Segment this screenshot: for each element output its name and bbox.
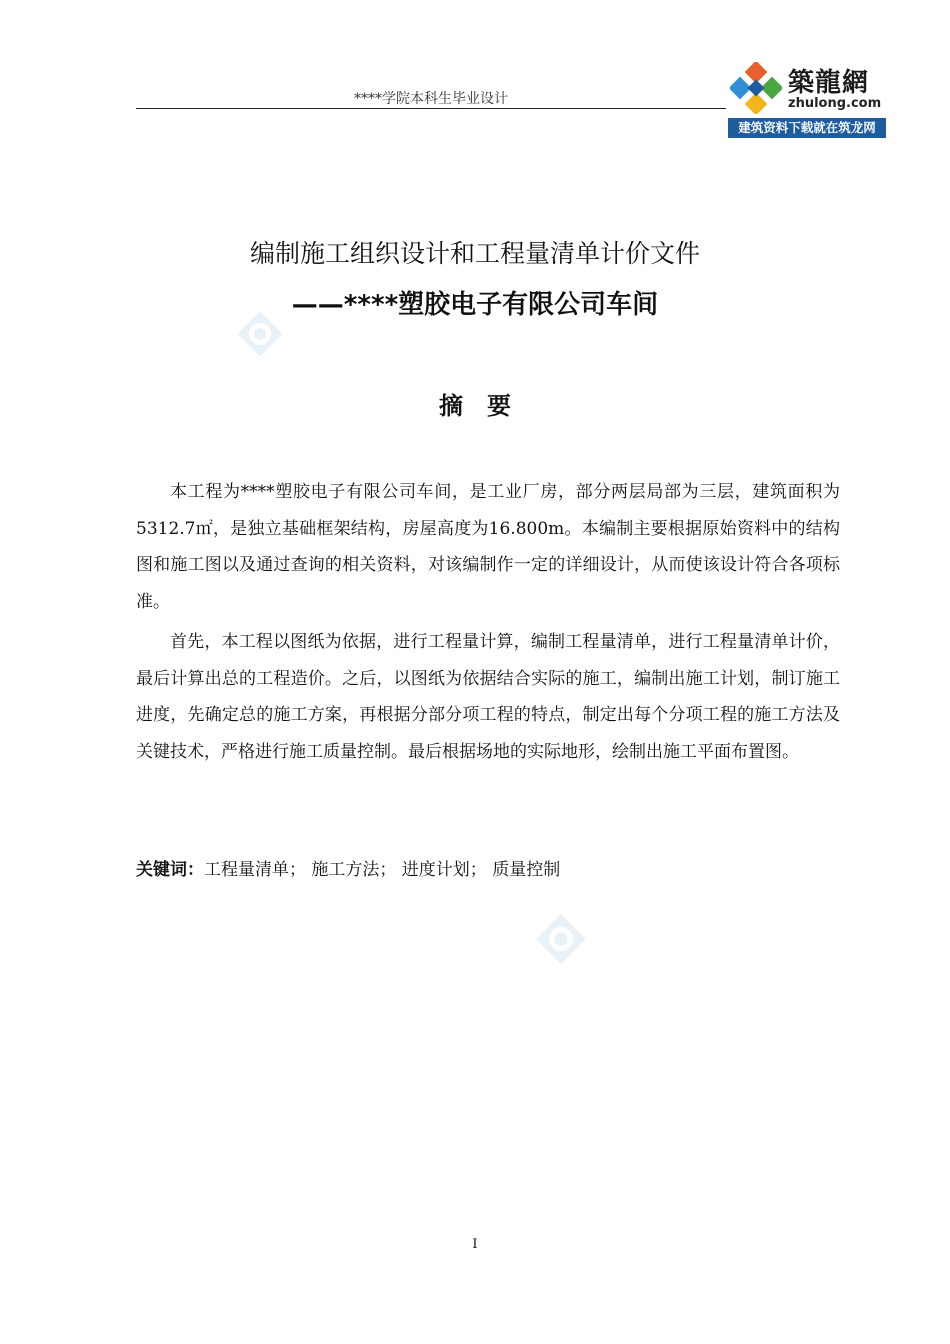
page-number: I [472,1237,478,1252]
zhulong-logo[interactable] [728,58,886,140]
abstract-paragraph: 首先，本工程以图纸为依据，进行工程量计算，编制工程量清单，进行工程量清单计价，最后计算出总的工程造价。之后，以图纸为依据结合实际的施工，编制出施工计划，制订施工进度，先确定总的施工方案，再根据分部分项工程的特点，制定出每个分项工程的施工方法及关键技术，严格进行施工质量控制。最后根据场地的实际地形，绘制出施工平面布置图。 [136,632,840,762]
page-header-text: ****学院本科生毕业设计 [354,91,508,107]
document-subtitle: ——****塑胶电子有限公司车间 [291,290,659,320]
logo-url: zhulong.com [788,96,882,111]
abstract-heading: 摘要 [439,392,535,420]
logo-slogan-banner: 建筑资料下载就在筑龙网 [728,118,886,138]
keywords-label: 关键词： [136,860,204,880]
document-title: 编制施工组织设计和工程量清单计价文件 [249,239,700,268]
logo-name-cn: 築龍網 [788,68,870,98]
keywords-line [136,856,840,884]
abstract-paragraph: 本工程为****塑胶电子有限公司车间，是工业厂房，部分两层局部为三层，建筑面积为5312.7㎡，是独立基础框架结构，房屋高度为16.800m。本编制主要根据原始资料中的结构图和施工图以及通过查询的相关资料，对该编制作一定的详细设计，从而使该设计符合各项标准。 [136,482,840,612]
abstract-body [136,474,840,774]
header-rule [136,108,726,109]
zhulong-logo-mark-icon [730,62,782,114]
keywords-text: 工程量清单； 施工方法； 进度计划； 质量控制 [204,860,561,880]
watermark-flower-icon [528,906,594,972]
